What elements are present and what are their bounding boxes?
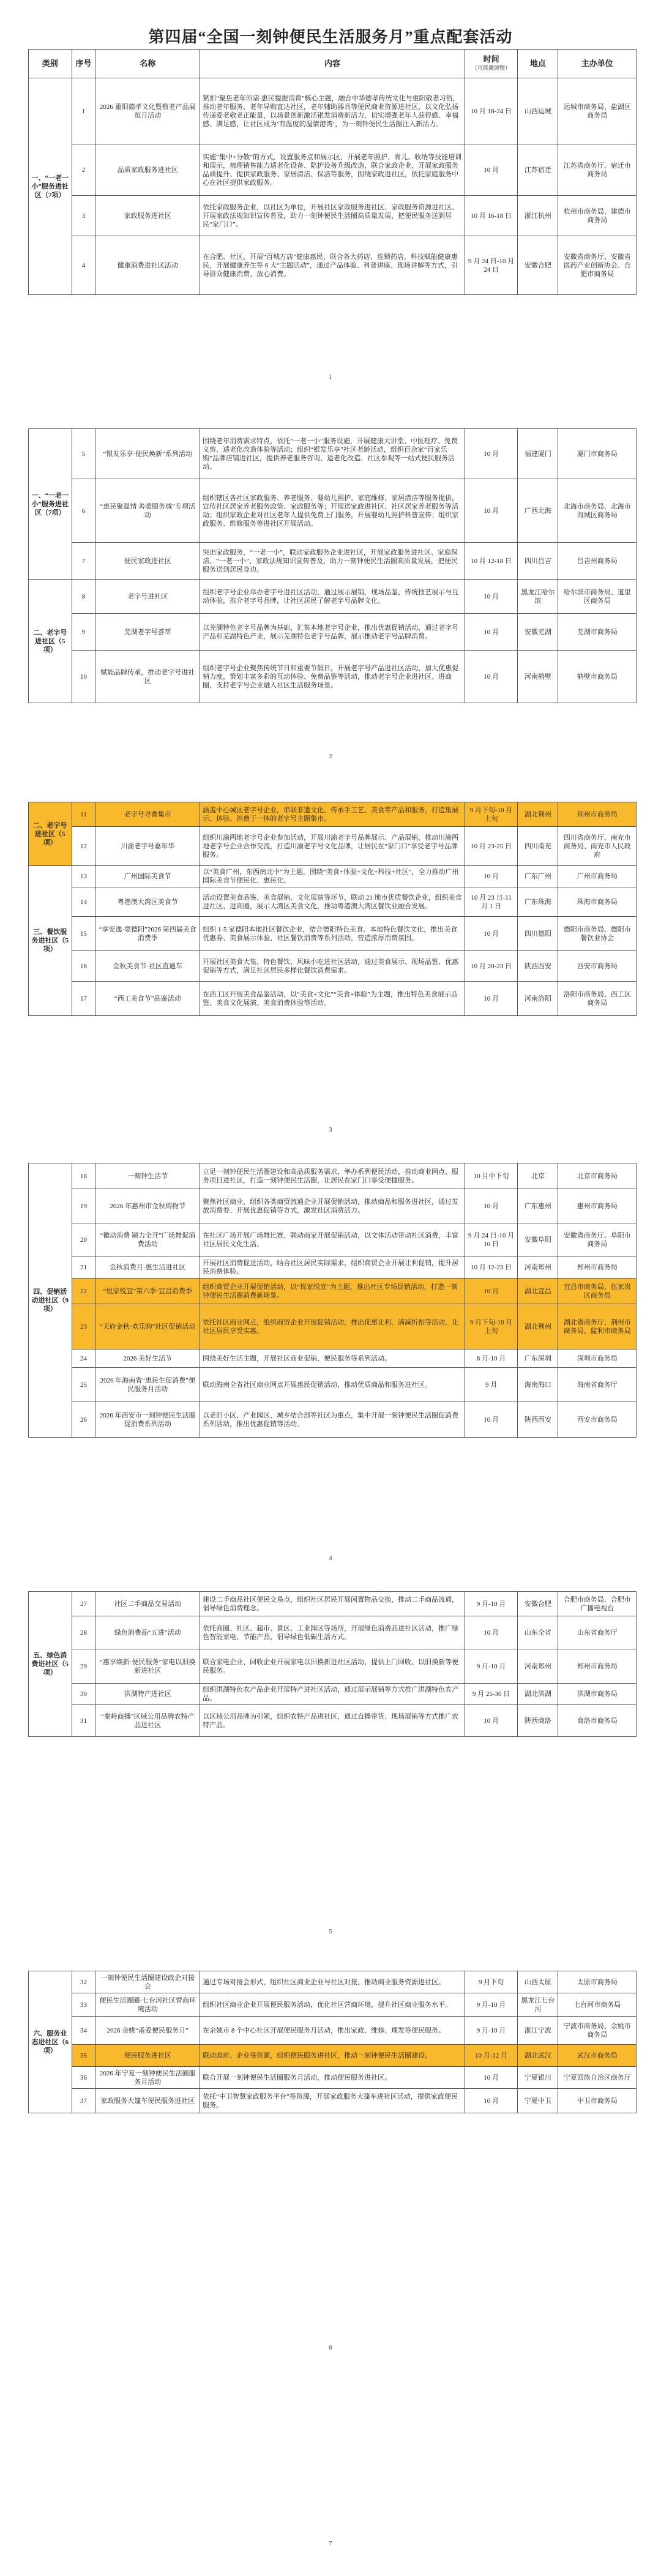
table-row bbox=[29, 2089, 637, 2113]
table-row bbox=[29, 78, 637, 144]
activity-name: 2026 余姚“甬爱便民服务月” bbox=[95, 2017, 200, 2045]
activity-content: 组织 1-5 家德阳本地社区餐饮企业，结合德阳特色美食、本地特色餐饮文化，推出美食优惠券、美食展示体验、社区餐饮消费等系列活动，营造浓厚消费氛围。 bbox=[200, 917, 465, 951]
activity-place: 湖北宜昌 bbox=[518, 1279, 558, 1304]
activity-place: 四川南充 bbox=[518, 827, 558, 866]
activity-name: 芜湖老字号荟萃 bbox=[95, 614, 200, 651]
activity-place: 广东深圳 bbox=[518, 1350, 558, 1368]
table-row bbox=[29, 1163, 637, 1189]
activity-time: 10 月 bbox=[465, 1279, 518, 1304]
activity-name: “徽动消费 颍力全开”广场舞促消费活动 bbox=[95, 1223, 200, 1256]
table-row bbox=[29, 236, 637, 295]
activity-content: 组织社区商业企业开展便民服务活动，优化社区营商环境，提升社区商业服务水平。 bbox=[200, 1993, 465, 2017]
activity-name: 2026 年西安市一刻钟便民生活圈促消费系列活动 bbox=[95, 1402, 200, 1438]
row-number: 15 bbox=[72, 917, 95, 951]
table-row bbox=[29, 1649, 637, 1684]
activity-name: 2026 年宁夏一刻钟便民生活圈服务月活动 bbox=[95, 2067, 200, 2089]
row-number: 17 bbox=[72, 982, 95, 1016]
activity-place: 陕西商洛 bbox=[518, 1705, 558, 1737]
activity-name: 2026 年惠州市金秋购物节 bbox=[95, 1189, 200, 1223]
activity-organizer: 江苏省商务厅、宿迁市商务局 bbox=[558, 144, 637, 196]
table-row bbox=[29, 2017, 637, 2045]
activity-name: “秦岭商播”区域公用品牌农特产品进社区 bbox=[95, 1705, 200, 1737]
activity-organizer: 惠州市商务局 bbox=[558, 1189, 637, 1223]
table-row bbox=[29, 951, 637, 982]
activity-content: 联动政府、企业等资源，组织便民服务进社区，推动一刻钟便民生活圈建设。 bbox=[200, 2045, 465, 2067]
activity-time: 9 月 24 日-10 月 10 日 bbox=[465, 1223, 518, 1256]
table-row bbox=[29, 1223, 637, 1256]
activity-content: 立足一刻钟便民生活圈建设和高品质服务需求，举办系列便民活动，推动商业网点、服务项目进社区，打造一刻钟便民生活圈，让居民在家门口享受便捷服务。 bbox=[200, 1163, 465, 1189]
activity-organizer: 湖北省商务厅、荆州市商务局、监利市商务局 bbox=[558, 1304, 637, 1350]
activity-place: 湖北荆州 bbox=[518, 1304, 558, 1350]
row-number: 26 bbox=[72, 1402, 95, 1438]
activity-content: 在西工区开展美食品鉴活动，以“美食+文化”“美食+体验”为主题，推出特色美食展示品鉴、美食文化展演、美食消费体验等活动。 bbox=[200, 982, 465, 1016]
row-number: 13 bbox=[72, 866, 95, 887]
activity-place: 广东广州 bbox=[518, 866, 558, 887]
table-row bbox=[29, 196, 637, 236]
activity-content: 围绕老年消费需求特点，依托“一老一小”服务设施，开展健康大讲堂、中医理疗、免费义剪、适老化改造体验等活动；组织“银发乐享”社区老龄活动，组织百余家“百家乐购”品牌店铺进社区，提供养老服务咨询、适老化改造、社区参观等一站式便民服务活动。 bbox=[200, 429, 465, 479]
activity-name: 健康消费进社区活动 bbox=[95, 236, 200, 295]
table-row bbox=[29, 144, 637, 196]
table-header-row bbox=[29, 50, 637, 78]
row-number: 14 bbox=[72, 887, 95, 917]
activity-name: 2026 重阳德孝文化暨敬老产品展览月活动 bbox=[95, 78, 200, 144]
activity-organizer: 中卫市商务局 bbox=[558, 2089, 637, 2113]
activity-place: 湖北洪湖 bbox=[518, 1684, 558, 1705]
table-row bbox=[29, 651, 637, 703]
row-number: 18 bbox=[72, 1163, 95, 1189]
activity-time: 10 月 23 日-11 月 1 日 bbox=[465, 887, 518, 917]
activity-organizer: 郑州市商务局 bbox=[558, 1256, 637, 1279]
activity-content: 组织商贸企业开展促销活动，以“悦家悦宜”为主题，推出社区专场促销活动，打造一刻钟便民生活圈消费新场景。 bbox=[200, 1279, 465, 1304]
activity-place: 宁夏银川 bbox=[518, 2067, 558, 2089]
activity-place: 山东全省 bbox=[518, 1616, 558, 1649]
table-row bbox=[29, 614, 637, 651]
activity-name: “惠民聚温情 善暖服务城”专项活动 bbox=[95, 479, 200, 543]
activity-organizer: 北京市商务局 bbox=[558, 1163, 637, 1189]
activity-time: 10 月 bbox=[465, 429, 518, 479]
page-number: 1 bbox=[329, 373, 332, 381]
activity-name: 粤港澳大湾区美食节 bbox=[95, 887, 200, 917]
activity-organizer: 安徽省商务厅、阜阳市商务局 bbox=[558, 1223, 637, 1256]
activity-name: 洪湖特产进社区 bbox=[95, 1684, 200, 1705]
activity-time: 10 月 bbox=[465, 1705, 518, 1737]
table-row bbox=[29, 1256, 637, 1279]
activity-place: 河南郑州 bbox=[518, 1649, 558, 1684]
table-row bbox=[29, 917, 637, 951]
table-row bbox=[29, 1368, 637, 1402]
activity-time: 10 月 bbox=[465, 2067, 518, 2089]
activity-time: 10 月中下旬 bbox=[465, 1163, 518, 1189]
activity-organizer: 宁夏回族自治区商务厅 bbox=[558, 2067, 637, 2089]
row-number: 24 bbox=[72, 1350, 95, 1368]
activity-organizer: 杭州市商务局、建德市商务局 bbox=[558, 196, 637, 236]
activity-organizer: 洛阳市商务局、西工区商务局 bbox=[558, 982, 637, 1016]
activity-name: 便民生活圈圈·七台河社区营商环境活动 bbox=[95, 1993, 200, 2017]
activity-time: 9 月 24 日-10 月 24 日 bbox=[465, 236, 518, 295]
activity-name: 品质家政服务进社区 bbox=[95, 144, 200, 196]
activity-content: 突出家政服务，“一老一小”，联动家政服务企业进社区，开展家政服务进社区、家庭保洁、“一老一小”、家政法规知识宣传普及，助力一刻钟便民生活圈高质量发展，把便民服务送到居民身边。 bbox=[200, 543, 465, 580]
activity-time: 10 月 16-18 日 bbox=[465, 196, 518, 236]
activity-name: 便民家政进社区 bbox=[95, 543, 200, 580]
activity-time: 10 月 bbox=[465, 982, 518, 1016]
activity-content: 依托商圈、社区、超市、景区、工业园区等场所，开展绿色消费品进社区活动，推广绿色智能家电、节能产品，倡导绿色低碳生活方式。 bbox=[200, 1616, 465, 1649]
row-number: 20 bbox=[72, 1223, 95, 1256]
row-number: 31 bbox=[72, 1705, 95, 1737]
activity-time: 10 月 bbox=[465, 1616, 518, 1649]
activity-name: 绿色消费品“五进”活动 bbox=[95, 1616, 200, 1649]
table-row bbox=[29, 887, 637, 917]
row-number: 16 bbox=[72, 951, 95, 982]
activity-content: 依托家政服务企业，以社区为单位，开展社区家政服务进社区、家政服务资源进社区、开展家政法规知识宣传普及，助力一刻钟便民生活圈高质量发展，把便民服务送到居民“家门口”。 bbox=[200, 196, 465, 236]
activity-organizer: 运城市商务局、盐湖区商务局 bbox=[558, 78, 637, 144]
name-header: 名称 bbox=[95, 50, 200, 78]
category-header: 类别 bbox=[29, 50, 72, 78]
activity-organizer: 昌吉州商务局 bbox=[558, 543, 637, 580]
table-row bbox=[29, 1350, 637, 1368]
activity-content: 在合肥、社区，开展“百城万店”健康惠民，联合各大药店、连锁药店，科技赋能健康惠民，开展健康养生等 6 大“主题活动”，通过产品体验、科普讲座、现场讲解等方式，引导群众健康消费、放心消费。 bbox=[200, 236, 465, 295]
activity-name: 家政服务进社区 bbox=[95, 196, 200, 236]
time-header-note: （可能微调整） bbox=[472, 65, 511, 71]
activity-place: 广东珠海 bbox=[518, 887, 558, 917]
page-number: 3 bbox=[329, 1126, 332, 1133]
activity-organizer: 芜湖市商务局 bbox=[558, 614, 637, 651]
activity-place: 广西北海 bbox=[518, 479, 558, 543]
activity-name: “天府金秋·欢乐购”社区促销活动 bbox=[95, 1304, 200, 1350]
activity-table bbox=[28, 428, 637, 703]
row-number: 33 bbox=[72, 1993, 95, 2017]
activity-content: 组织老字号企业举办老字号进社区活动，通过展示展销，现场品鉴，传统技艺展示与互动体验，推介老字号品牌，让社区居民了解老字号品牌文化。 bbox=[200, 580, 465, 614]
activity-time: 10 月 20-23 日 bbox=[465, 951, 518, 982]
table-row bbox=[29, 2067, 637, 2089]
activity-time: 10 月 bbox=[465, 651, 518, 703]
activity-place: 黑龙江七台河 bbox=[518, 1993, 558, 2017]
organizer-header: 主办单位 bbox=[558, 50, 637, 78]
activity-content: 紧扣“聚焦老年所需 惠民提振消费”核心主题，融合中华德孝传统文化与重阳敬老习俗，推动老年服务、老年导购直达社区，老年辅助器具等便民商业资源进社区，以文化弘扬传递爱老敬老正能量，以场景创新激活银发消费新活力，切实增强老年人获得感、幸福感、满足感，让社区成为‘有温度的温情港湾’，为一刻钟便民生活圈注入新活力。 bbox=[200, 78, 465, 144]
activity-name: “惠享焕新·便民服务”家电以旧换新进社区 bbox=[95, 1649, 200, 1684]
row-number: 4 bbox=[72, 236, 95, 295]
activity-content: 开展社区美食大集、特色餐饮、风味小吃进社区活动，通过美食展示、现场品鉴、优惠促销等方式，满足社区居民多样化餐饮消费需求。 bbox=[200, 951, 465, 982]
activity-place: 陕西西安 bbox=[518, 1402, 558, 1438]
row-number: 6 bbox=[72, 479, 95, 543]
activity-place: 河南郑州 bbox=[518, 1256, 558, 1279]
activity-organizer: 武汉市商务局 bbox=[558, 2045, 637, 2067]
activity-place: 广东惠州 bbox=[518, 1189, 558, 1223]
activity-name: 老字号寻香集市 bbox=[95, 802, 200, 827]
table-row bbox=[29, 1705, 637, 1737]
row-number: 21 bbox=[72, 1256, 95, 1279]
activity-content: 围绕美好生活主题，开展社区商业促销、便民服务等系列活动。 bbox=[200, 1350, 465, 1368]
page-title: 第四届“全国一刻钟便民生活服务月”重点配套活动 bbox=[148, 28, 513, 46]
row-number: 32 bbox=[72, 1971, 95, 1993]
activity-content: 组织辖区各社区家政服务、养老服务、婴幼儿照护、家庭维修、家居清洁等服务提供，宣传社区居家养老服务政策、家政服务等；开展送家政进社区、社区居家养老服务等活动；组织家政企业对社区老年人提供免费上门服务，开展婴幼儿照护科普宣传；组织家政服务、维修服务等进社区开展活动。 bbox=[200, 479, 465, 543]
page-number: 2 bbox=[329, 753, 332, 760]
row-number: 25 bbox=[72, 1368, 95, 1402]
activity-content: 聚焦社区商业，组织各类商贸流通企业开展促销活动，推动商品和服务进社区，通过发放消费券、开展优惠促销等方式，激发社区消费活力。 bbox=[200, 1189, 465, 1223]
row-number: 7 bbox=[72, 543, 95, 580]
activity-place: 四川昌吉 bbox=[518, 543, 558, 580]
content-header: 内容 bbox=[200, 50, 465, 78]
table-row bbox=[29, 866, 637, 887]
activity-place: 湖北武汉 bbox=[518, 2045, 558, 2067]
activity-time: 9 月-10 月 bbox=[465, 2017, 518, 2045]
activity-name: 一刻钟生活节 bbox=[95, 1163, 200, 1189]
activity-name: “悦家悦宜”第六季·宜昌消费季 bbox=[95, 1279, 200, 1304]
activity-content: 以区域公用品牌为引领，组织农特产品进社区，通过直播带货、现场展销等方式推广农特产品。 bbox=[200, 1705, 465, 1737]
activity-name: 广州国际美食节 bbox=[95, 866, 200, 887]
activity-name: “银发乐享·便民焕新”系列活动 bbox=[95, 429, 200, 479]
activity-content: 组织老字号企业聚焦传统节日和重要节假日，开展老字号产品进社区活动，加大优惠促销力度，策划丰富多彩的互动体验、免费品鉴等活动，推动老字号企业进社区、进商圈，支持老字号企业融入社区生活服务场景。 bbox=[200, 651, 465, 703]
activity-organizer: 海南省商务厅 bbox=[558, 1368, 637, 1402]
activity-time: 9 月-10 月 bbox=[465, 1649, 518, 1684]
row-number: 3 bbox=[72, 196, 95, 236]
activity-place: 福建厦门 bbox=[518, 429, 558, 479]
category-cell: 六、服务业态进社区（6项） bbox=[29, 1971, 72, 2113]
activity-content: 以芜湖特色老字号品牌为基础，汇集本地老字号企业，推出优惠促销活动，通过老字号产品和芜湖特色产业，展示芜湖特色老字号品牌，展示推动老字号品牌消费。 bbox=[200, 614, 465, 651]
activity-place: 陕西西安 bbox=[518, 951, 558, 982]
row-number: 12 bbox=[72, 827, 95, 866]
row-number: 35 bbox=[72, 2045, 95, 2067]
table-row bbox=[29, 1402, 637, 1438]
table-row bbox=[29, 1279, 637, 1304]
activity-content: 在余姚市 8 个中心社区开展便民服务月活动，推出家政、维修、理发等便民服务。 bbox=[200, 2017, 465, 2045]
category-cell: 五、绿色消费进社区（5项） bbox=[29, 1592, 72, 1737]
activity-place: 安徽合肥 bbox=[518, 1592, 558, 1616]
activity-content: 开展社区消费促进活动，结合社区居民实际需求，组织商贸企业开展让利促销，提升居民消费体验。 bbox=[200, 1256, 465, 1279]
activity-organizer: 西安市商务局 bbox=[558, 951, 637, 982]
activity-organizer: 七台河市商务局 bbox=[558, 1993, 637, 2017]
activity-content: 活动设置美食品鉴、美食展销、文化展演等环节，联动 21 地市优质餐饮企业，组织美食进社区、进商圈，展示大湾区美食文化，推动粤港澳大湾区餐饮业融合发展。 bbox=[200, 887, 465, 917]
row-number: 36 bbox=[72, 2067, 95, 2089]
activity-time: 10 月 bbox=[465, 144, 518, 196]
row-number: 19 bbox=[72, 1189, 95, 1223]
table-row bbox=[29, 802, 637, 827]
activity-content: 在社区广场开展广场舞比赛，联动商家开展促销活动，以文体活动带动社区消费，丰富社区居民文化生活。 bbox=[200, 1223, 465, 1256]
activity-content: 组织洪湖特色农产品企业开展特产进社区活动，通过展示展销等方式推广洪湖特色农产品。 bbox=[200, 1684, 465, 1705]
activity-organizer: 洪湖市商务局 bbox=[558, 1684, 637, 1705]
activity-name: 金秋消费月·惠生活进社区 bbox=[95, 1256, 200, 1279]
activity-content: 建设二手商品社区便民交易点，组织社区居民开展闲置物品交换，推动二手商品流通，倡导绿色消费理念。 bbox=[200, 1592, 465, 1616]
row-number: 11 bbox=[72, 802, 95, 827]
category-cell: 二、老字号进社区（5项） bbox=[29, 802, 72, 866]
activity-organizer: 鹤壁市商务局 bbox=[558, 651, 637, 703]
activity-name: “享安逸·耍德阳”2026 第四届美食消费季 bbox=[95, 917, 200, 951]
activity-name: 川渝老字号嘉年华 bbox=[95, 827, 200, 866]
page-number: 4 bbox=[329, 1555, 332, 1562]
page-number: 6 bbox=[329, 2344, 332, 2351]
activity-name: 2026 年海南省“惠民生促消费”便民服务月活动 bbox=[95, 1368, 200, 1402]
activity-content: 以老旧小区、产业园区、城乡结合部等社区为重点，集中开展一刻钟便民生活圈促消费系列活动，推出优惠促销等活动。 bbox=[200, 1402, 465, 1438]
table-row bbox=[29, 827, 637, 866]
page-number: 5 bbox=[329, 1928, 332, 1935]
table-row bbox=[29, 982, 637, 1016]
time-header bbox=[465, 50, 518, 78]
activity-content: 联合开展一刻钟便民生活圈服务月活动，推动便民服务进社区。 bbox=[200, 2067, 465, 2089]
activity-time: 10 月 bbox=[465, 2089, 518, 2113]
activity-place: 安徽合肥 bbox=[518, 236, 558, 295]
activity-name: 赋能品牌传承，推动老字号进社区 bbox=[95, 651, 200, 703]
row-number: 5 bbox=[72, 429, 95, 479]
activity-time: 10 月 18-24 日 bbox=[465, 78, 518, 144]
activity-time: 10 月 bbox=[465, 866, 518, 887]
activity-place: 河南洛阳 bbox=[518, 982, 558, 1016]
table-row bbox=[29, 1189, 637, 1223]
activity-time: 10 月 bbox=[465, 917, 518, 951]
activity-organizer: 荆州市商务局 bbox=[558, 802, 637, 827]
row-number: 30 bbox=[72, 1684, 95, 1705]
table-row bbox=[29, 1616, 637, 1649]
activity-name: 老字号进社区 bbox=[95, 580, 200, 614]
activity-time: 10 月 bbox=[465, 580, 518, 614]
activity-time: 9 月下旬 bbox=[465, 1971, 518, 1993]
activity-name: 金秋美食节·社区直通车 bbox=[95, 951, 200, 982]
activity-place: 海南海口 bbox=[518, 1368, 558, 1402]
row-number: 8 bbox=[72, 580, 95, 614]
activity-organizer: 广州市商务局 bbox=[558, 866, 637, 887]
activity-place: 山西运城 bbox=[518, 78, 558, 144]
table-row bbox=[29, 1592, 637, 1616]
activity-time: 9 月下旬-10 月上旬 bbox=[465, 1304, 518, 1350]
activity-time: 9 月 bbox=[465, 1368, 518, 1402]
activity-place: 江苏宿迁 bbox=[518, 144, 558, 196]
table-row bbox=[29, 1304, 637, 1350]
category-cell: 一、“一老一小”服务进社区（7项） bbox=[29, 78, 72, 295]
table-row bbox=[29, 1971, 637, 1993]
category-cell: 四、促销活动进社区（9项） bbox=[29, 1163, 72, 1438]
row-number: 28 bbox=[72, 1616, 95, 1649]
activity-time: 10 月 bbox=[465, 1402, 518, 1438]
activity-organizer: 珠海市商务局 bbox=[558, 887, 637, 917]
activity-place: 浙江杭州 bbox=[518, 196, 558, 236]
activity-content: 联动海南全省社区商业网点开展惠民促销活动，推动优质商品和服务进社区。 bbox=[200, 1368, 465, 1402]
activity-content: 联合家电企业、回收企业开展家电以旧换新进社区活动，提供上门回收、以旧换新等便民服务。 bbox=[200, 1649, 465, 1684]
activity-time: 10 月 bbox=[465, 614, 518, 651]
activity-organizer: 山东省商务厅 bbox=[558, 1616, 637, 1649]
activity-place: 安徽阜阳 bbox=[518, 1223, 558, 1256]
activity-name: 一刻钟便民生活圈建设政企对接会 bbox=[95, 1971, 200, 1993]
table-row bbox=[29, 2045, 637, 2067]
activity-table bbox=[28, 1163, 637, 1438]
row-number: 10 bbox=[72, 651, 95, 703]
activity-content: 组织川渝两地老字号企业参加活动，开展川渝老字号品牌展示、产品展销，推动川渝两地老字号企业合作交流，打造川渝老字号文化品牌，让居民在“家门口”享受老字号品牌服务。 bbox=[200, 827, 465, 866]
activity-organizer: 深圳市商务局 bbox=[558, 1350, 637, 1368]
activity-table bbox=[28, 802, 637, 1016]
category-cell: 一、“一老一小”服务进社区（7项） bbox=[29, 429, 72, 580]
time-header-label: 时间 bbox=[483, 54, 499, 64]
activity-time: 10 月-12 月 bbox=[465, 2045, 518, 2067]
activity-organizer: 四川省商务厅、南充市商务局、南充市人民政府 bbox=[558, 827, 637, 866]
activity-name: 社区二手商品交易活动 bbox=[95, 1592, 200, 1616]
activity-table bbox=[28, 1591, 637, 1737]
activity-place: 湖北荆州 bbox=[518, 802, 558, 827]
activity-organizer: 北海市商务局、北海市海城区商务局 bbox=[558, 479, 637, 543]
activity-place: 浙江宁波 bbox=[518, 2017, 558, 2045]
category-cell: 三、餐饮服务进社区（5项） bbox=[29, 866, 72, 1016]
activity-content: 实施“集中+分散”的方式，设置服务点和展示区，开展老年照护、育儿、收纳等技能培训和展示，梳理销售能力适老化设备、陪护设备升级改造，联合家政企业，开展家政服务品质提升、提供家政服务、家居清洁、保洁等服务，围绕家政进社区，依托家庭服务中心在社区提供家政服务。 bbox=[200, 144, 465, 196]
activity-name: 2026 美好生活节 bbox=[95, 1350, 200, 1368]
activity-content: 通过专场对接会形式，组织社区商业企业与社区对接，推动商业服务资源进社区。 bbox=[200, 1971, 465, 1993]
activity-place: 四川德阳 bbox=[518, 917, 558, 951]
activity-organizer: 郑州市商务局 bbox=[558, 1649, 637, 1684]
activity-time: 9 月-10 月 bbox=[465, 1993, 518, 2017]
table-row bbox=[29, 543, 637, 580]
activity-place: 河南鹤壁 bbox=[518, 651, 558, 703]
activity-organizer: 合肥市商务局、合肥市广播电视台 bbox=[558, 1592, 637, 1616]
table-row bbox=[29, 1684, 637, 1705]
activity-organizer: 宁波市商务局、余姚市商务局 bbox=[558, 2017, 637, 2045]
activity-name: “西工美食节”品鉴活动 bbox=[95, 982, 200, 1016]
activity-organizer: 商洛市商务局 bbox=[558, 1705, 637, 1737]
row-number: 9 bbox=[72, 614, 95, 651]
row-number: 1 bbox=[72, 78, 95, 144]
activity-organizer: 太原市商务局 bbox=[558, 1971, 637, 1993]
activity-time: 10 月 bbox=[465, 1189, 518, 1223]
row-number: 2 bbox=[72, 144, 95, 196]
activity-organizer: 德阳市商务局、德阳市餐饮业协会 bbox=[558, 917, 637, 951]
activity-time: 9 月-10 月 bbox=[465, 1592, 518, 1616]
activity-content: 以“美食广州，东西南北中”为主题，围绕“美食+体验+文化+科技+社区”，全力推动广州国际美食节便民化、惠民化。 bbox=[200, 866, 465, 887]
row-number: 29 bbox=[72, 1649, 95, 1684]
row-number: 23 bbox=[72, 1304, 95, 1350]
activity-name: 家政服务大篷车便民服务进社区 bbox=[95, 2089, 200, 2113]
activity-table bbox=[28, 49, 637, 295]
activity-time: 10 月 12-23 日 bbox=[465, 1256, 518, 1279]
table-row bbox=[29, 1993, 637, 2017]
row-number: 37 bbox=[72, 2089, 95, 2113]
activity-place: 安徽芜湖 bbox=[518, 614, 558, 651]
activity-place: 黑龙江哈尔滨 bbox=[518, 580, 558, 614]
no-header: 序号 bbox=[72, 50, 95, 78]
table-row bbox=[29, 429, 637, 479]
row-number: 22 bbox=[72, 1279, 95, 1304]
activity-name: 便民服务进社区 bbox=[95, 2045, 200, 2067]
activity-place: 北京 bbox=[518, 1163, 558, 1189]
activity-time: 8 月-10 月 bbox=[465, 1350, 518, 1368]
activity-content: 涵盖中心城区老字号企业，串联非遗文化、传承手工艺、美食等产品和服务，打造集展示、体验、消费于一体的老字号主题集市。 bbox=[200, 802, 465, 827]
activity-content: 依托“中卫智慧家政服务平台”等资源，开展家政服务大篷车进社区活动，提供家政便民服务。 bbox=[200, 2089, 465, 2113]
activity-organizer: 厦门市商务局 bbox=[558, 429, 637, 479]
activity-table bbox=[28, 1971, 637, 2113]
row-number: 27 bbox=[72, 1592, 95, 1616]
table-row bbox=[29, 580, 637, 614]
page-number: 7 bbox=[329, 2540, 332, 2547]
activity-organizer: 哈尔滨市商务局、道里区商务局 bbox=[558, 580, 637, 614]
activity-time: 9 月 25-30 日 bbox=[465, 1684, 518, 1705]
place-header: 地点 bbox=[518, 50, 558, 78]
activity-organizer: 安徽省商务厅、安徽省医药产业创新协会、合肥市商务局 bbox=[558, 236, 637, 295]
activity-time: 10 月 bbox=[465, 479, 518, 543]
activity-content: 依托社区商业网点，组织商贸企业开展促销活动，推出优惠让利、满减折扣等活动，让社区居民享受实惠。 bbox=[200, 1304, 465, 1350]
activity-organizer: 西安市商务局 bbox=[558, 1402, 637, 1438]
category-cell: 二、老字号进社区（5项） bbox=[29, 580, 72, 703]
row-number: 34 bbox=[72, 2017, 95, 2045]
activity-time: 10 月 23-25 日 bbox=[465, 827, 518, 866]
table-row bbox=[29, 479, 637, 543]
activity-time: 9 月下旬-10 月上旬 bbox=[465, 802, 518, 827]
activity-place: 山西太原 bbox=[518, 1971, 558, 1993]
activity-place: 宁夏中卫 bbox=[518, 2089, 558, 2113]
activity-organizer: 宜昌市商务局、伍家岗区商务局 bbox=[558, 1279, 637, 1304]
activity-time: 10 月 12-18 日 bbox=[465, 543, 518, 580]
